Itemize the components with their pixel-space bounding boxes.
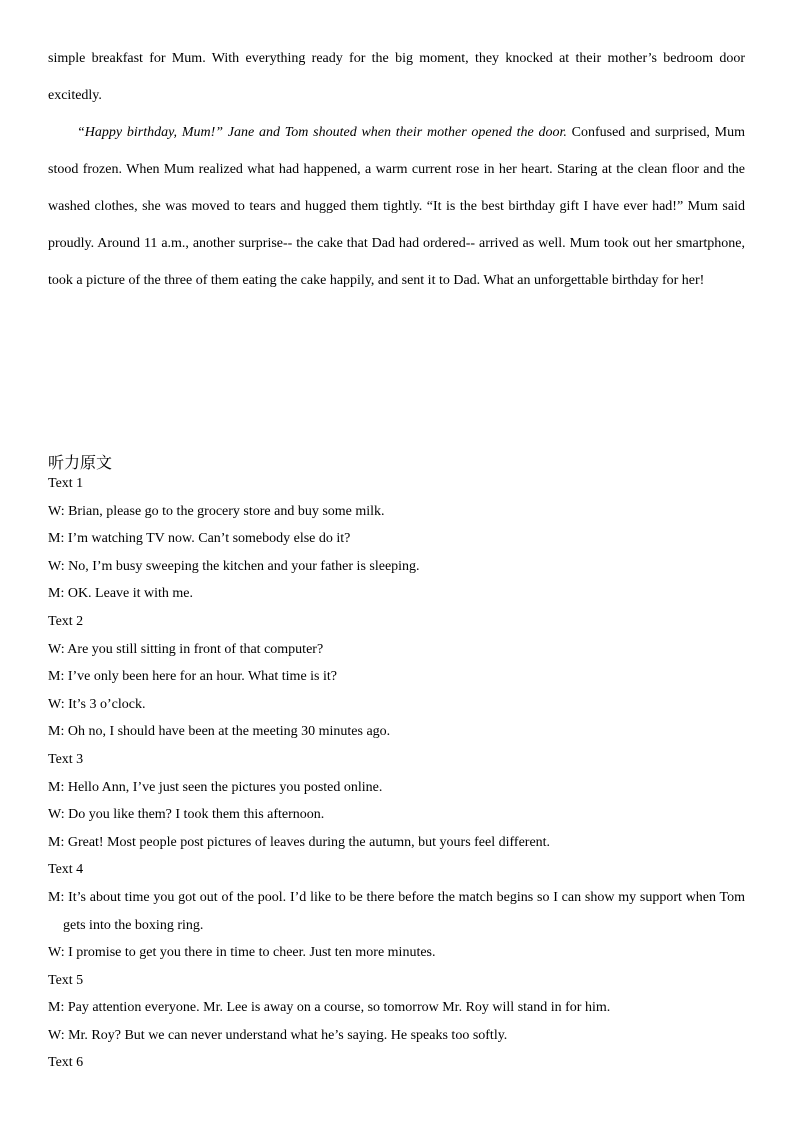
text-label: Text 5 [48, 972, 84, 988]
birthday-greeting-quote: “Happy birthday, Mum!” Jane and Tom shouted when their mother opened the door. [77, 125, 567, 140]
dialogue-line: W: I promise to get you there in time to cheer. Just ten more minutes. [48, 945, 436, 961]
dialogue-line: M: Pay attention everyone. Mr. Lee is away on a course, so tomorrow Mr. Roy will stand in for him. [48, 1000, 611, 1016]
dialogue-line: W: Brian, please go to the grocery store and buy some milk. [48, 503, 385, 519]
text-label: Text 4 [48, 862, 84, 878]
text-label: Text 6 [48, 1055, 84, 1071]
dialogue-line: W: Mr. Roy? But we can never understand what he’s saying. He speaks too softly. [48, 1027, 508, 1043]
dialogue-line: M: I’ve only been here for an hour. What time is it? [48, 669, 337, 685]
text-label: Text 1 [48, 476, 84, 491]
dialogue-line: W: It’s 3 o’clock. [48, 696, 146, 712]
story-paragraph-2-text: Confused and surprised, Mum stood frozen. When Mum realized what had happened, a warm current rose in her heart. Staring at the clean floor and the washed clothes, she was moved to tears and hugged them tightly. “It is the best birthday gift I have ever had!” Mum said proudly. Around 11 a.m., another surprise-- the cake that Dad had ordered-- arrived as well. Mum took out her smartphone, took a picture of the three of them eating the cake happily, and sent it to Dad. What an unforgettable birthday for her! [48, 125, 745, 288]
dialogue-line: W: No, I’m busy sweeping the kitchen and your father is sleeping. [48, 558, 420, 574]
story-paragraph-1: simple breakfast for Mum. With everything ready for the big moment, they knocked at their mother’s bedroom door excitedly. [48, 51, 745, 103]
dialogue-line: M: Hello Ann, I’ve just seen the pictures you posted online. [48, 779, 383, 795]
listening-transcript [48, 470, 745, 1077]
dialogue-line: W: Are you still sitting in front of that computer? [48, 641, 324, 657]
dialogue-line: M: I’m watching TV now. Can’t somebody else do it? [48, 531, 351, 547]
dialogue-line: W: Do you like them? I took them this afternoon. [48, 807, 325, 823]
dialogue-line: M: OK. Leave it with me. [48, 586, 194, 602]
dialogue-line: M: Great! Most people post pictures of leaves during the autumn, but yours feel different. [48, 834, 551, 850]
text-label: Text 2 [48, 613, 84, 629]
story-paragraph-2 [48, 114, 745, 299]
listening-transcript-heading: 听力原文 [48, 453, 113, 472]
dialogue-line: M: Oh no, I should have been at the meeting 30 minutes ago. [48, 724, 391, 740]
text-label: Text 3 [48, 751, 84, 767]
dialogue-line: M: It’s about time you got out of the pool. I’d like to be there before the match begins so I can show my support when Tom gets into the boxing ring. [48, 889, 745, 933]
